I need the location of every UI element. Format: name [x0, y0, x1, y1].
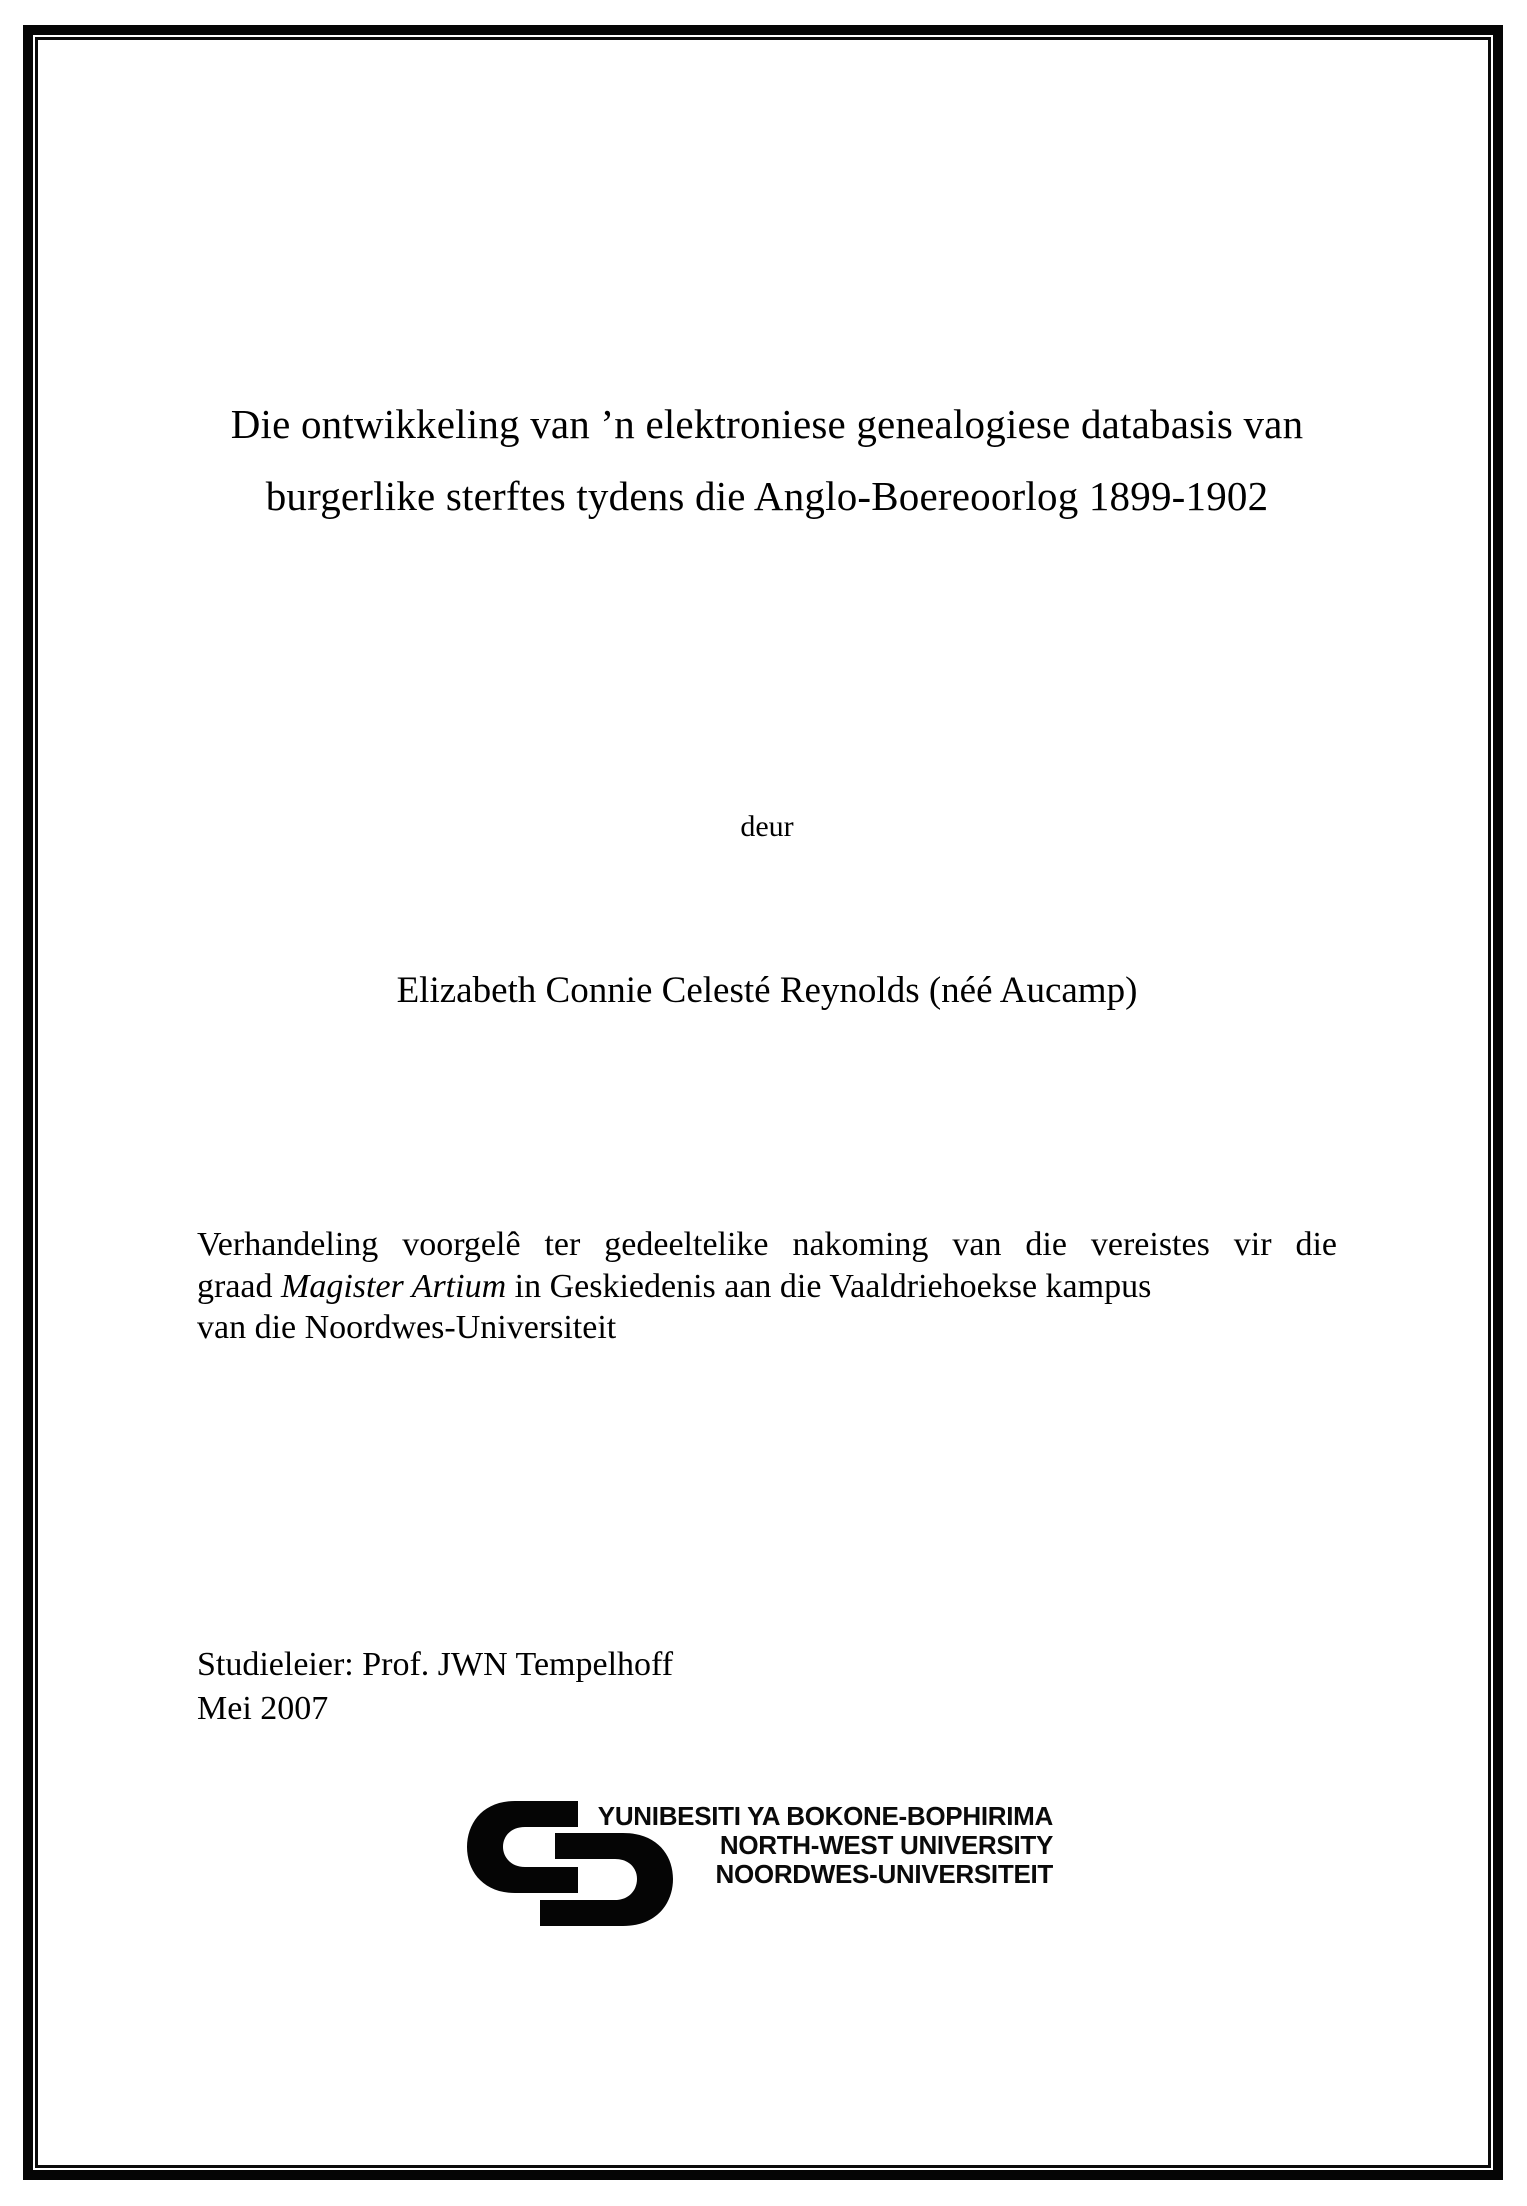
degree-statement-line1: Verhandeling voorgelê ter gedeeltelike nakoming van die vereistes vir die	[197, 1226, 1337, 1263]
degree-statement-line2-prefix: graad	[197, 1267, 282, 1305]
supervisor-line: Studieleier: Prof. JWN Tempelhoff	[197, 1646, 674, 1683]
university-name-setswana: YUNIBESITI YA BOKONE-BOPHIRIMA	[597, 1801, 1053, 1831]
degree-statement-line2-suffix: in Geskiedenis aan die Vaaldriehoekse kampus	[506, 1267, 1152, 1305]
author-name: Elizabeth Connie Celesté Reynolds (néé Aucamp)	[396, 970, 1138, 1011]
degree-statement	[197, 1224, 1337, 1349]
university-logo	[463, 1795, 1063, 1935]
university-name-english: NORTH-WEST UNIVERSITY	[719, 1830, 1053, 1860]
degree-name-italic: Magister Artium	[281, 1267, 507, 1305]
date-line: Mei 2007	[197, 1690, 329, 1727]
byline-preposition: deur	[740, 810, 794, 843]
thesis-title-line2: burgerlike sterftes tydens die Anglo-Boereoorlog 1899-1902	[265, 473, 1269, 519]
thesis-title-line1: Die ontwikkeling van ’n elektroniese genealogiese databasis van	[230, 401, 1304, 447]
degree-statement-line2	[197, 1266, 1337, 1308]
university-name-afrikaans: NOORDWES-UNIVERSITEIT	[715, 1859, 1053, 1889]
university-logo-text	[583, 1802, 1053, 1889]
admin-block	[197, 1643, 1337, 1731]
degree-statement-line3: van die Noordwes-Universiteit	[197, 1309, 617, 1346]
